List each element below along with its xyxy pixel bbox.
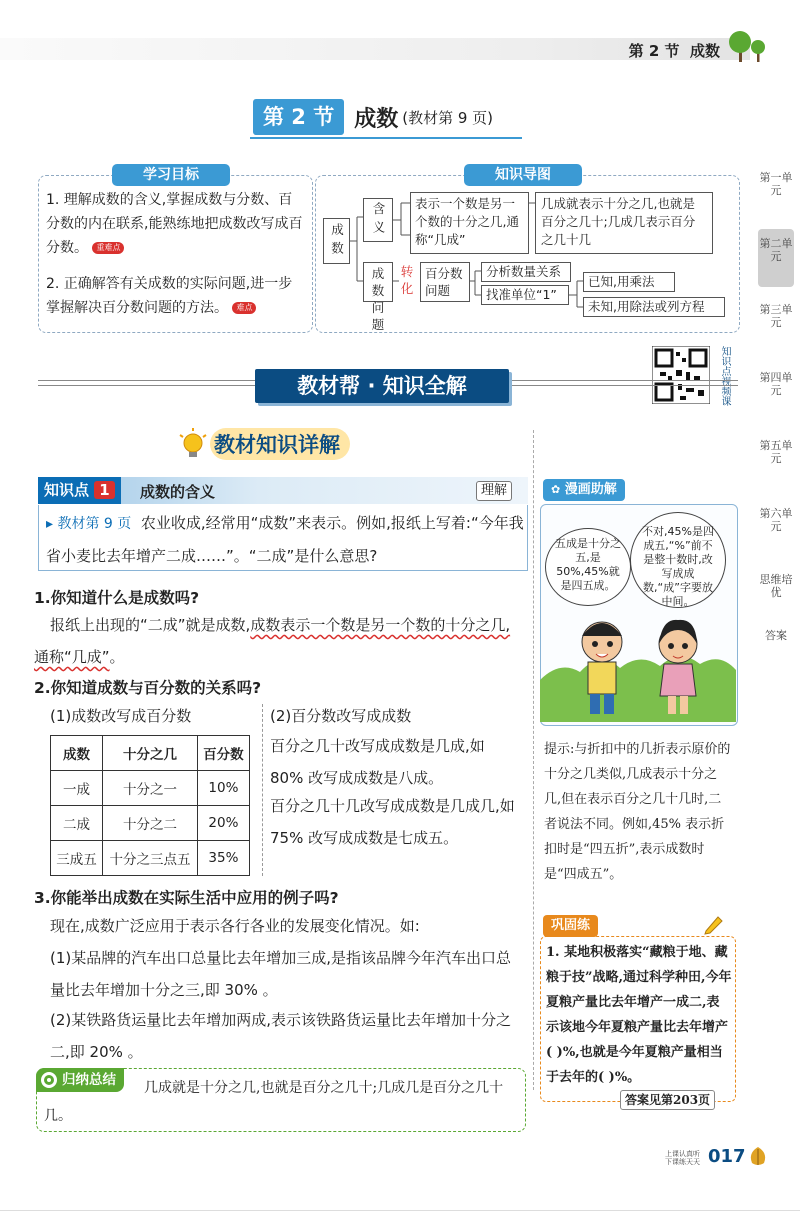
table-row: 一成 十分之一 10% xyxy=(51,771,250,806)
guide-step2: 找准单位“1” xyxy=(481,285,569,305)
tab-unit-1[interactable]: 第一单元 xyxy=(759,171,793,197)
qr-code-icon[interactable] xyxy=(652,346,710,404)
guide-def2: 几成就表示十分之几,也就是百分之几十;几成几表示百分之几十几 xyxy=(535,192,713,254)
table-header-row: 成数 十分之几 百分数 xyxy=(51,736,250,771)
section-title xyxy=(253,98,493,136)
guide-root: 成数 xyxy=(323,218,350,264)
q3-example-2: (2)某铁路货运量比去年增加两成,表示该铁路货运量比去年增加十分之二,即 20% 。 xyxy=(50,1011,512,1061)
pencil-icon xyxy=(702,913,724,935)
goal-item-1: 1. 理解成数的含义,掌握成数与分数、百分数的内在联系,能熟练地把成数改写成百分数。 重难点 xyxy=(46,192,303,256)
guide-unknown: 未知,用除法或列方程 xyxy=(583,297,725,317)
guide-step1: 分析数量关系 xyxy=(481,262,571,282)
q2-divider xyxy=(262,704,263,876)
tab-unit-2[interactable]: 第二单元 xyxy=(758,229,794,287)
tab-unit-4[interactable]: 第四单元 xyxy=(759,371,793,397)
guide-meaning: 含义 xyxy=(363,198,393,242)
section-banner: 教材帮 · 知识全解 xyxy=(255,369,509,403)
goal-item-2: 2. 正确解答有关成数的实际问题,进一步掌握解决百分数问题的方法。 难点 xyxy=(46,276,293,316)
guide-transform: 转化 xyxy=(400,264,414,296)
page-number: 017 xyxy=(708,1146,746,1167)
guide-problem: 成数问题 xyxy=(363,262,393,302)
q2-left-subtitle: (1)成数改写成百分数 xyxy=(50,707,192,725)
footer-rule xyxy=(0,1210,800,1211)
table-row: 三成五 十分之三点五 35% xyxy=(51,841,250,876)
summary-tag: 归纳总结 xyxy=(36,1068,124,1092)
guide-tag: 知识导图 xyxy=(464,164,582,186)
comic-bubble-1: 五成是十分之五,是50%,45%就是四五成。 xyxy=(545,528,631,606)
qr-label: 知识点视频课 xyxy=(719,346,730,406)
conversion-table xyxy=(50,735,250,876)
kp-tag: 理解 xyxy=(476,481,512,501)
section-subtitle: (教材第 9 页) xyxy=(402,108,494,127)
practice-tag: 巩固练 xyxy=(543,915,598,937)
tab-unit-3[interactable]: 第三单元 xyxy=(759,303,793,329)
q1-title: 1.你知道什么是成数吗? xyxy=(34,589,200,607)
q2-title: 2.你知道成数与百分数的关系吗? xyxy=(34,679,262,697)
q2-right-p1: 百分之几十改写成成数是几成,如 80% 改写成成数是八成。 xyxy=(270,737,485,787)
comic-tag: ✿ 漫画助解 xyxy=(543,479,625,501)
comic-illustration xyxy=(540,600,736,722)
practice-question: 1. 某地积极落实“藏粮于地、藏粮于技”战略,通过科学种田,今年夏粮产量比去年增产一成二,表示该地今年夏粮产量比去年增产( )%,也就是今年夏粮产量相当于去年的( )%。 xyxy=(546,945,732,1085)
leaf-icon xyxy=(748,1145,768,1167)
q3-intro: 现在,成数广泛应用于表示各行各业的发展变化情况。如: xyxy=(50,917,420,935)
unit-tabs xyxy=(752,165,800,669)
tab-unit-6[interactable]: 第六单元 xyxy=(759,507,793,533)
intro-text: ▸ 教材第 9 页 农业收成,经常用“成数”来表示。例如,报纸上写着:“今年我省小麦比去年增产二成……”。“二成”是什么意思? xyxy=(46,514,524,565)
lightbulb-icon xyxy=(177,427,209,463)
q2-right-subtitle: (2)百分数改写成成数 xyxy=(270,707,412,725)
q3-example-1: (1)某品牌的汽车出口总量比去年增加三成,是指该品牌今年汽车出口总量比去年增加十分之三,即 30% 。 xyxy=(50,949,512,999)
kp-title: 成数的含义 xyxy=(140,483,216,501)
tab-unit-5[interactable]: 第五单元 xyxy=(759,439,793,465)
practice-answer-ref: 答案见第203页 xyxy=(620,1090,715,1110)
difficulty-badge: 难点 xyxy=(232,302,256,314)
side-divider xyxy=(533,430,534,1090)
footer-slogan: 上课认真听 下课练天天 xyxy=(665,1150,700,1166)
comic-tip: 提示:与折扣中的几折表示原价的十分之几类似,几成表示十分之几,但在表示百分之几十几时,二者说法不同。例如,45% 表示折扣时是“四五折”,表示成数时是“四成五”。 xyxy=(544,742,731,882)
q3-title: 3.你能举出成数在实际生活中应用的例子吗? xyxy=(34,889,339,907)
summary-text: 几成就是十分之几,也就是百分之几十;几成几是百分之几十几。 xyxy=(44,1080,504,1124)
tree-icon xyxy=(725,28,769,64)
key-point-badge: 重难点 xyxy=(92,242,124,254)
guide-percent-problem: 百分数问题 xyxy=(420,262,470,302)
banner-rule-right xyxy=(512,380,738,386)
detail-title: 教材知识详解 xyxy=(214,433,340,457)
tab-thinking[interactable]: 思维培优 xyxy=(759,573,793,599)
tab-answers[interactable]: 答案 xyxy=(765,629,787,642)
guide-known: 已知,用乘法 xyxy=(583,272,675,292)
q1-answer: 报纸上出现的“二成”就是成数,成数表示一个数是另一个数的十分之几,通称“几成”。 xyxy=(34,616,511,666)
q2-right-p2: 百分之几十几改写成成数是几成几,如 75% 改写成成数是七成五。 xyxy=(270,797,515,847)
banner-rule-left xyxy=(38,380,258,386)
guide-def1: 表示一个数是另一个数的十分之几,通称“几成” xyxy=(410,192,529,254)
kp-label: 知识点 1 xyxy=(38,477,121,504)
section-main-title: 成数 xyxy=(354,106,399,132)
table-row: 二成 十分之二 20% xyxy=(51,806,250,841)
title-underline xyxy=(250,137,522,139)
comic-bubble-2: 不对,45%是四成五,“%”前不是整十数时,改写成成数,“成”字要放中间。 xyxy=(630,512,726,608)
goals-tag: 学习目标 xyxy=(112,164,230,186)
section-number: 第 2 节 xyxy=(253,99,344,135)
header-section-title: 第 2 节 成数 xyxy=(628,42,720,60)
